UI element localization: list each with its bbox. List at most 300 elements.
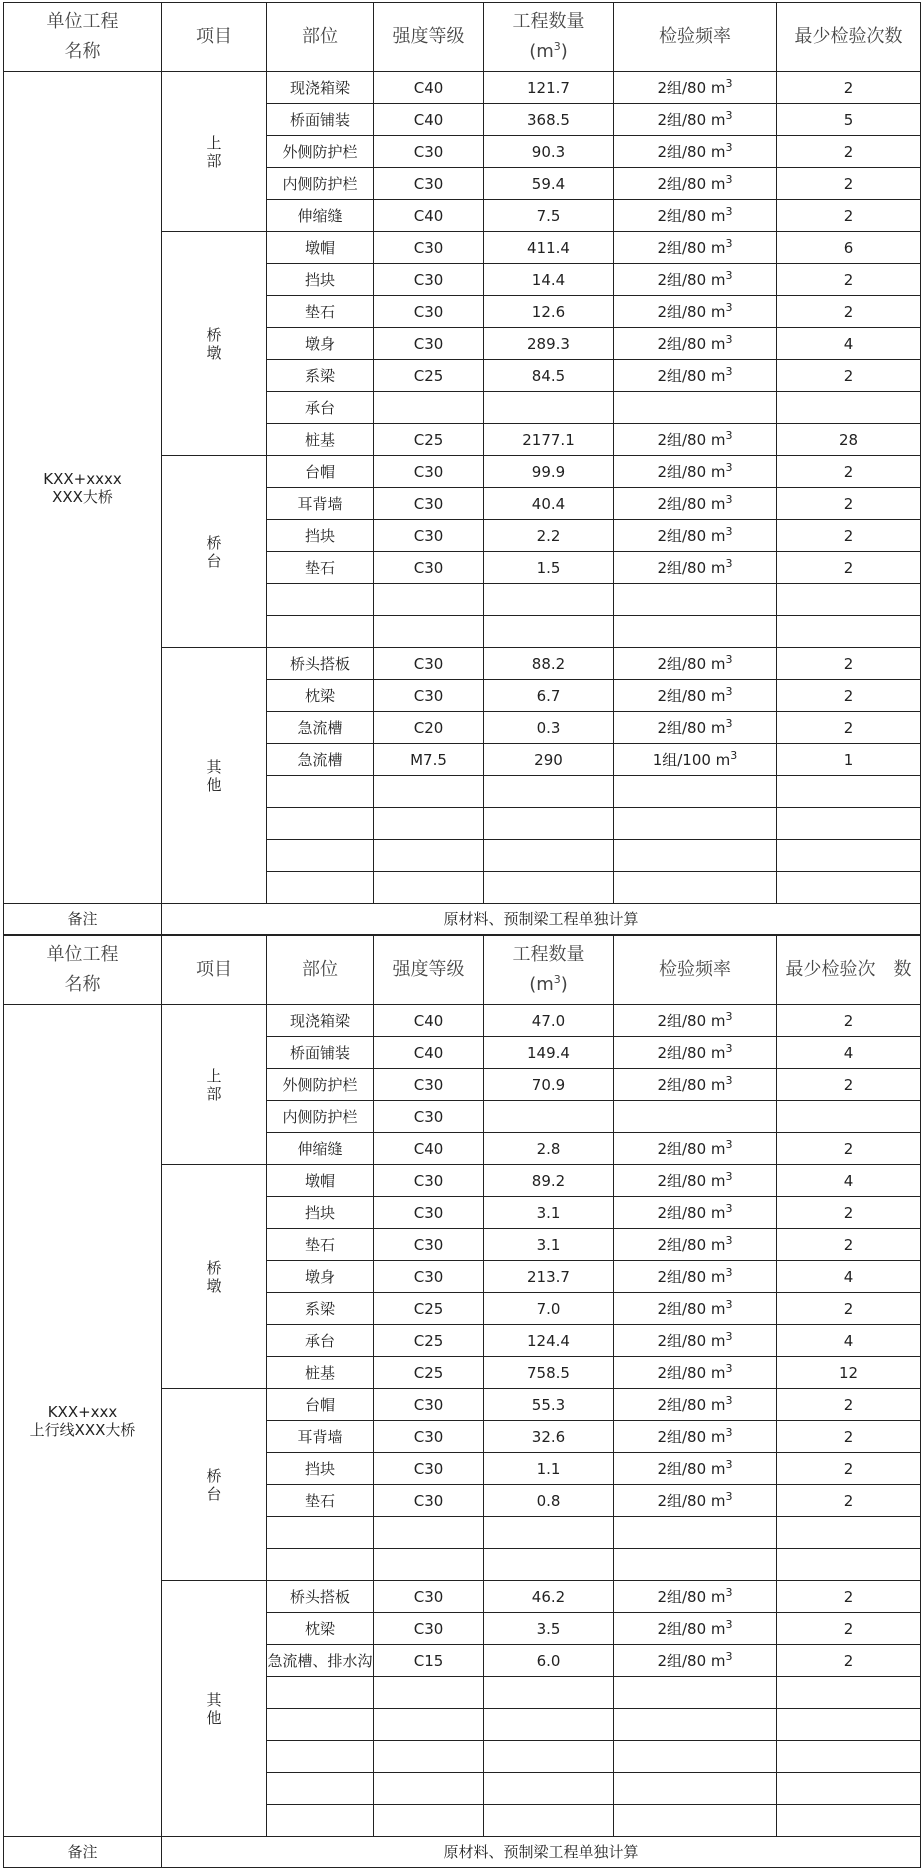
grade-cell: C30 [374, 296, 484, 328]
frequency-cell [614, 1805, 777, 1837]
frequency-exponent: 3 [725, 684, 733, 698]
part-cell: 内侧防护栏 [267, 168, 374, 200]
grade-cell: C30 [374, 1453, 484, 1485]
frequency-cell [614, 1773, 777, 1805]
frequency-cell [614, 1389, 777, 1421]
min-count-cell: 6 [777, 232, 921, 264]
frequency-exponent: 3 [725, 1329, 733, 1343]
quantity-cell [484, 1741, 614, 1773]
frequency-text: 2组/80 m [657, 1011, 726, 1030]
quantity-cell: 289.3 [484, 328, 614, 360]
header-row [4, 3, 921, 72]
frequency-text: 2组/80 m [657, 1043, 726, 1062]
unit-code: KXX+xxxx [43, 469, 122, 488]
grade-cell: C30 [374, 648, 484, 680]
frequency-cell [614, 1165, 777, 1197]
frequency-text: 2组/80 m [657, 238, 726, 257]
item-group-label: 上 [206, 133, 222, 152]
part-cell: 墩身 [267, 328, 374, 360]
quantity-cell: 124.4 [484, 1325, 614, 1357]
quantity-cell: 6.0 [484, 1645, 614, 1677]
quantity-cell: 0.3 [484, 712, 614, 744]
min-count-cell: 2 [777, 1613, 921, 1645]
grade-cell: C30 [374, 520, 484, 552]
header-row [4, 936, 921, 1005]
part-cell: 枕梁 [267, 1613, 374, 1645]
min-count-cell: 2 [777, 1485, 921, 1517]
header-min-count: 最少检验次数 [777, 3, 921, 72]
min-count-cell: 2 [777, 456, 921, 488]
min-count-cell [777, 840, 921, 872]
frequency-exponent: 3 [725, 1361, 733, 1375]
quantity-cell: 7.0 [484, 1293, 614, 1325]
quantity-cell: 7.5 [484, 200, 614, 232]
quantity-cell: 2177.1 [484, 424, 614, 456]
min-count-cell [777, 808, 921, 840]
frequency-text: 2组/80 m [657, 142, 726, 161]
quantity-cell: 2.2 [484, 520, 614, 552]
header-part: 部位 [267, 936, 374, 1005]
grade-cell: C25 [374, 360, 484, 392]
frequency-exponent: 3 [725, 1169, 733, 1183]
part-cell [267, 616, 374, 648]
part-cell: 枕梁 [267, 680, 374, 712]
grade-cell: C30 [374, 1229, 484, 1261]
frequency-cell [614, 136, 777, 168]
item-group-label: 桥 [206, 1258, 222, 1277]
header-item: 项目 [162, 936, 267, 1005]
frequency-text: 2组/80 m [657, 302, 726, 321]
quantity-cell [484, 776, 614, 808]
frequency-exponent: 3 [725, 332, 733, 346]
unit-code: KXX+xxx [47, 1402, 118, 1421]
frequency-cell [614, 360, 777, 392]
frequency-text: 2组/80 m [657, 270, 726, 289]
frequency-text: 2组/80 m [657, 1619, 726, 1638]
part-cell: 垫石 [267, 552, 374, 584]
frequency-cell [614, 1581, 777, 1613]
part-cell [267, 872, 374, 904]
quantity-cell: 411.4 [484, 232, 614, 264]
frequency-text: 2组/80 m [657, 1075, 726, 1094]
frequency-exponent: 3 [725, 1457, 733, 1471]
header-quantity-unit [484, 37, 613, 67]
part-cell: 耳背墙 [267, 488, 374, 520]
min-count-cell: 2 [777, 1197, 921, 1229]
frequency-cell [614, 1453, 777, 1485]
part-cell: 桥头搭板 [267, 648, 374, 680]
header-quantity-title: 工程数量 [512, 944, 585, 965]
frequency-cell [614, 1645, 777, 1677]
quantity-cell: 1.5 [484, 552, 614, 584]
min-count-cell [777, 1101, 921, 1133]
frequency-cell [614, 680, 777, 712]
grade-cell: C30 [374, 328, 484, 360]
frequency-text: 2组/80 m [657, 1203, 726, 1222]
grade-cell [374, 392, 484, 424]
grade-cell: C30 [374, 168, 484, 200]
frequency-text: 2组/80 m [657, 718, 726, 737]
item-group-cell [162, 1581, 267, 1837]
frequency-text: 2组/80 m [657, 526, 726, 545]
item-group-cell [162, 232, 267, 456]
part-cell: 桥头搭板 [267, 1581, 374, 1613]
item-group-label: 台 [206, 551, 222, 570]
frequency-text: 2组/80 m [657, 686, 726, 705]
min-count-cell: 2 [777, 552, 921, 584]
grade-cell: C25 [374, 1357, 484, 1389]
frequency-exponent: 3 [725, 556, 733, 570]
min-count-cell [777, 1741, 921, 1773]
part-cell: 现浇箱梁 [267, 72, 374, 104]
min-count-cell: 4 [777, 1261, 921, 1293]
grade-cell: C30 [374, 1421, 484, 1453]
min-count-cell: 12 [777, 1357, 921, 1389]
grade-cell: C30 [374, 1261, 484, 1293]
frequency-cell [614, 840, 777, 872]
frequency-text: 2组/80 m [657, 1331, 726, 1350]
quantity-cell: 149.4 [484, 1037, 614, 1069]
item-group-cell [162, 456, 267, 648]
part-cell: 台帽 [267, 1389, 374, 1421]
frequency-exponent: 3 [725, 1265, 733, 1279]
min-count-cell: 1 [777, 744, 921, 776]
frequency-text: 2组/80 m [657, 334, 726, 353]
frequency-text: 2组/80 m [657, 1171, 726, 1190]
item-group-cell [162, 1165, 267, 1389]
quantity-cell [484, 1549, 614, 1581]
header-quantity [484, 936, 614, 1005]
grade-cell [374, 1549, 484, 1581]
part-cell: 挡块 [267, 1197, 374, 1229]
note-text: 原材料、预制梁工程单独计算 [162, 904, 921, 935]
min-count-cell: 2 [777, 1133, 921, 1165]
frequency-exponent: 3 [725, 108, 733, 122]
grade-cell: C30 [374, 552, 484, 584]
min-count-cell: 2 [777, 1229, 921, 1261]
min-count-cell: 2 [777, 520, 921, 552]
frequency-text: 2组/80 m [657, 366, 726, 385]
header-item: 项目 [162, 3, 267, 72]
quantity-cell [484, 840, 614, 872]
grade-cell [374, 1709, 484, 1741]
header-unit-line1: 单位工程 [46, 11, 119, 32]
quantity-cell [484, 872, 614, 904]
frequency-cell [614, 1517, 777, 1549]
part-cell: 桩基 [267, 1357, 374, 1389]
min-count-cell [777, 1805, 921, 1837]
frequency-text: 2组/80 m [657, 1235, 726, 1254]
part-cell: 挡块 [267, 264, 374, 296]
quantity-cell: 55.3 [484, 1389, 614, 1421]
part-cell [267, 1549, 374, 1581]
quantity-cell [484, 1517, 614, 1549]
frequency-cell [614, 616, 777, 648]
quantity-cell: 121.7 [484, 72, 614, 104]
quantity-cell: 3.1 [484, 1229, 614, 1261]
frequency-exponent: 3 [725, 364, 733, 378]
item-group-label: 桥 [206, 325, 222, 344]
quantity-cell: 2.8 [484, 1133, 614, 1165]
frequency-cell [614, 1005, 777, 1037]
part-cell [267, 1709, 374, 1741]
grade-cell: C30 [374, 1581, 484, 1613]
quantity-cell: 368.5 [484, 104, 614, 136]
part-cell: 外侧防护栏 [267, 1069, 374, 1101]
frequency-cell [614, 264, 777, 296]
frequency-exponent: 3 [725, 300, 733, 314]
part-cell: 承台 [267, 392, 374, 424]
quantity-cell: 84.5 [484, 360, 614, 392]
frequency-cell [614, 1037, 777, 1069]
frequency-cell [614, 520, 777, 552]
item-group-label: 部 [206, 1084, 222, 1103]
frequency-text: 2组/80 m [657, 1395, 726, 1414]
part-cell: 墩帽 [267, 1165, 374, 1197]
note-label: 备注 [4, 1837, 162, 1868]
min-count-cell: 2 [777, 72, 921, 104]
frequency-cell [614, 1325, 777, 1357]
quantity-cell: 290 [484, 744, 614, 776]
frequency-exponent: 3 [725, 172, 733, 186]
grade-cell: C40 [374, 200, 484, 232]
part-cell: 急流槽 [267, 744, 374, 776]
header-quantity [484, 3, 614, 72]
min-count-cell: 2 [777, 1421, 921, 1453]
quantity-cell: 1.1 [484, 1453, 614, 1485]
part-cell [267, 840, 374, 872]
frequency-cell [614, 1133, 777, 1165]
frequency-cell [614, 296, 777, 328]
frequency-exponent: 3 [725, 1009, 733, 1023]
frequency-exponent: 3 [730, 748, 738, 762]
frequency-text: 2组/80 m [657, 174, 726, 193]
grade-cell: C40 [374, 1005, 484, 1037]
quantity-cell: 59.4 [484, 168, 614, 200]
frequency-text: 2组/80 m [657, 654, 726, 673]
frequency-exponent: 3 [725, 268, 733, 282]
grade-cell [374, 840, 484, 872]
frequency-cell [614, 232, 777, 264]
item-group-label: 其 [206, 757, 222, 776]
part-cell: 垫石 [267, 1485, 374, 1517]
min-count-cell [777, 1709, 921, 1741]
min-count-cell: 4 [777, 1037, 921, 1069]
table-row [4, 72, 921, 104]
min-count-cell [777, 1773, 921, 1805]
quantity-cell [484, 1805, 614, 1837]
part-cell: 挡块 [267, 520, 374, 552]
frequency-cell [614, 1101, 777, 1133]
min-count-cell [777, 1517, 921, 1549]
grade-cell: C30 [374, 1069, 484, 1101]
grade-cell: C30 [374, 1613, 484, 1645]
frequency-cell [614, 1549, 777, 1581]
grade-cell [374, 1773, 484, 1805]
frequency-exponent: 3 [725, 1297, 733, 1311]
min-count-cell: 2 [777, 1005, 921, 1037]
frequency-exponent: 3 [725, 204, 733, 218]
item-group-label: 墩 [206, 1276, 222, 1295]
min-count-cell [777, 584, 921, 616]
spec-table [3, 2, 921, 935]
grade-cell: M7.5 [374, 744, 484, 776]
min-count-cell: 2 [777, 264, 921, 296]
min-count-cell: 2 [777, 1645, 921, 1677]
frequency-exponent: 3 [725, 1425, 733, 1439]
grade-cell: C25 [374, 424, 484, 456]
frequency-cell [614, 1709, 777, 1741]
part-cell: 内侧防护栏 [267, 1101, 374, 1133]
part-cell: 耳背墙 [267, 1421, 374, 1453]
frequency-text: 2组/80 m [657, 110, 726, 129]
frequency-cell [614, 1677, 777, 1709]
frequency-exponent: 3 [725, 1585, 733, 1599]
min-count-cell: 2 [777, 1069, 921, 1101]
min-count-cell: 28 [777, 424, 921, 456]
item-group-cell [162, 1389, 267, 1581]
frequency-cell [614, 200, 777, 232]
frequency-cell [614, 1229, 777, 1261]
grade-cell: C30 [374, 232, 484, 264]
part-cell: 墩身 [267, 1261, 374, 1293]
frequency-exponent: 3 [725, 1393, 733, 1407]
frequency-text: 2组/80 m [657, 558, 726, 577]
grade-cell: C40 [374, 72, 484, 104]
note-text: 原材料、预制梁工程单独计算 [162, 1837, 921, 1868]
part-cell: 垫石 [267, 296, 374, 328]
part-cell: 急流槽、排水沟 [267, 1645, 374, 1677]
item-group-label: 墩 [206, 343, 222, 362]
frequency-text: 2组/80 m [657, 1459, 726, 1478]
quantity-cell: 14.4 [484, 264, 614, 296]
grade-cell: C30 [374, 488, 484, 520]
frequency-text: 2组/80 m [657, 494, 726, 513]
min-count-cell [777, 776, 921, 808]
header-unit-line2: 名称 [64, 41, 101, 62]
item-group-label: 其 [206, 1690, 222, 1709]
frequency-exponent: 3 [725, 524, 733, 538]
grade-cell: C30 [374, 136, 484, 168]
frequency-cell [614, 392, 777, 424]
min-count-cell [777, 392, 921, 424]
frequency-text: 2组/80 m [657, 78, 726, 97]
grade-cell [374, 1677, 484, 1709]
frequency-cell [614, 488, 777, 520]
part-cell: 桥面铺装 [267, 104, 374, 136]
part-cell: 承台 [267, 1325, 374, 1357]
frequency-text: 2组/80 m [657, 462, 726, 481]
quantity-cell: 70.9 [484, 1069, 614, 1101]
min-count-cell: 2 [777, 648, 921, 680]
unit-exponent: 3 [553, 973, 561, 986]
note-row [4, 904, 921, 935]
quantity-cell [484, 584, 614, 616]
grade-cell: C30 [374, 1485, 484, 1517]
frequency-exponent: 3 [725, 1041, 733, 1055]
header-quantity-title: 工程数量 [512, 11, 585, 32]
min-count-cell: 5 [777, 104, 921, 136]
frequency-exponent: 3 [725, 1489, 733, 1503]
item-group-cell [162, 72, 267, 232]
frequency-cell [614, 552, 777, 584]
unit-close: ) [560, 974, 568, 995]
quantity-cell: 89.2 [484, 1165, 614, 1197]
note-label: 备注 [4, 904, 162, 935]
frequency-text: 2组/80 m [657, 1587, 726, 1606]
grade-cell: C30 [374, 264, 484, 296]
frequency-text: 2组/80 m [657, 430, 726, 449]
frequency-text: 1组/100 m [652, 750, 731, 769]
frequency-cell [614, 744, 777, 776]
item-group-label: 桥 [206, 1466, 222, 1485]
quantity-cell: 90.3 [484, 136, 614, 168]
grade-cell [374, 808, 484, 840]
frequency-cell [614, 104, 777, 136]
quantity-cell: 213.7 [484, 1261, 614, 1293]
header-part: 部位 [267, 3, 374, 72]
quantity-cell [484, 808, 614, 840]
frequency-text: 2组/80 m [657, 206, 726, 225]
frequency-cell [614, 648, 777, 680]
frequency-exponent: 3 [725, 140, 733, 154]
frequency-text: 2组/80 m [657, 1427, 726, 1446]
min-count-cell: 2 [777, 488, 921, 520]
grade-cell: C25 [374, 1293, 484, 1325]
quantity-cell [484, 616, 614, 648]
item-group-cell [162, 1005, 267, 1165]
frequency-exponent: 3 [725, 1617, 733, 1631]
header-unit-line1: 单位工程 [46, 944, 119, 965]
frequency-exponent: 3 [725, 236, 733, 250]
frequency-exponent: 3 [725, 1201, 733, 1215]
frequency-cell [614, 168, 777, 200]
min-count-cell: 2 [777, 680, 921, 712]
min-count-cell: 2 [777, 296, 921, 328]
min-count-cell [777, 1549, 921, 1581]
quantity-cell [484, 392, 614, 424]
frequency-text: 2组/80 m [657, 1299, 726, 1318]
part-cell: 现浇箱梁 [267, 1005, 374, 1037]
item-group-label: 台 [206, 1484, 222, 1503]
min-count-cell: 2 [777, 1389, 921, 1421]
frequency-cell [614, 328, 777, 360]
frequency-cell [614, 1293, 777, 1325]
quantity-cell [484, 1773, 614, 1805]
part-cell [267, 1741, 374, 1773]
item-group-label: 上 [206, 1066, 222, 1085]
frequency-cell [614, 808, 777, 840]
quantity-cell: 99.9 [484, 456, 614, 488]
min-count-cell: 2 [777, 136, 921, 168]
frequency-exponent: 3 [725, 492, 733, 506]
part-cell: 垫石 [267, 1229, 374, 1261]
part-cell [267, 1677, 374, 1709]
min-count-cell: 2 [777, 1453, 921, 1485]
item-group-label: 桥 [206, 533, 222, 552]
part-cell [267, 1773, 374, 1805]
min-count-cell: 2 [777, 360, 921, 392]
item-group-label: 部 [206, 151, 222, 170]
part-cell: 桥面铺装 [267, 1037, 374, 1069]
frequency-cell [614, 1485, 777, 1517]
grade-cell: C40 [374, 104, 484, 136]
quantity-cell: 40.4 [484, 488, 614, 520]
min-count-cell: 2 [777, 200, 921, 232]
quantity-cell: 3.1 [484, 1197, 614, 1229]
frequency-cell [614, 1357, 777, 1389]
quantity-cell: 32.6 [484, 1421, 614, 1453]
